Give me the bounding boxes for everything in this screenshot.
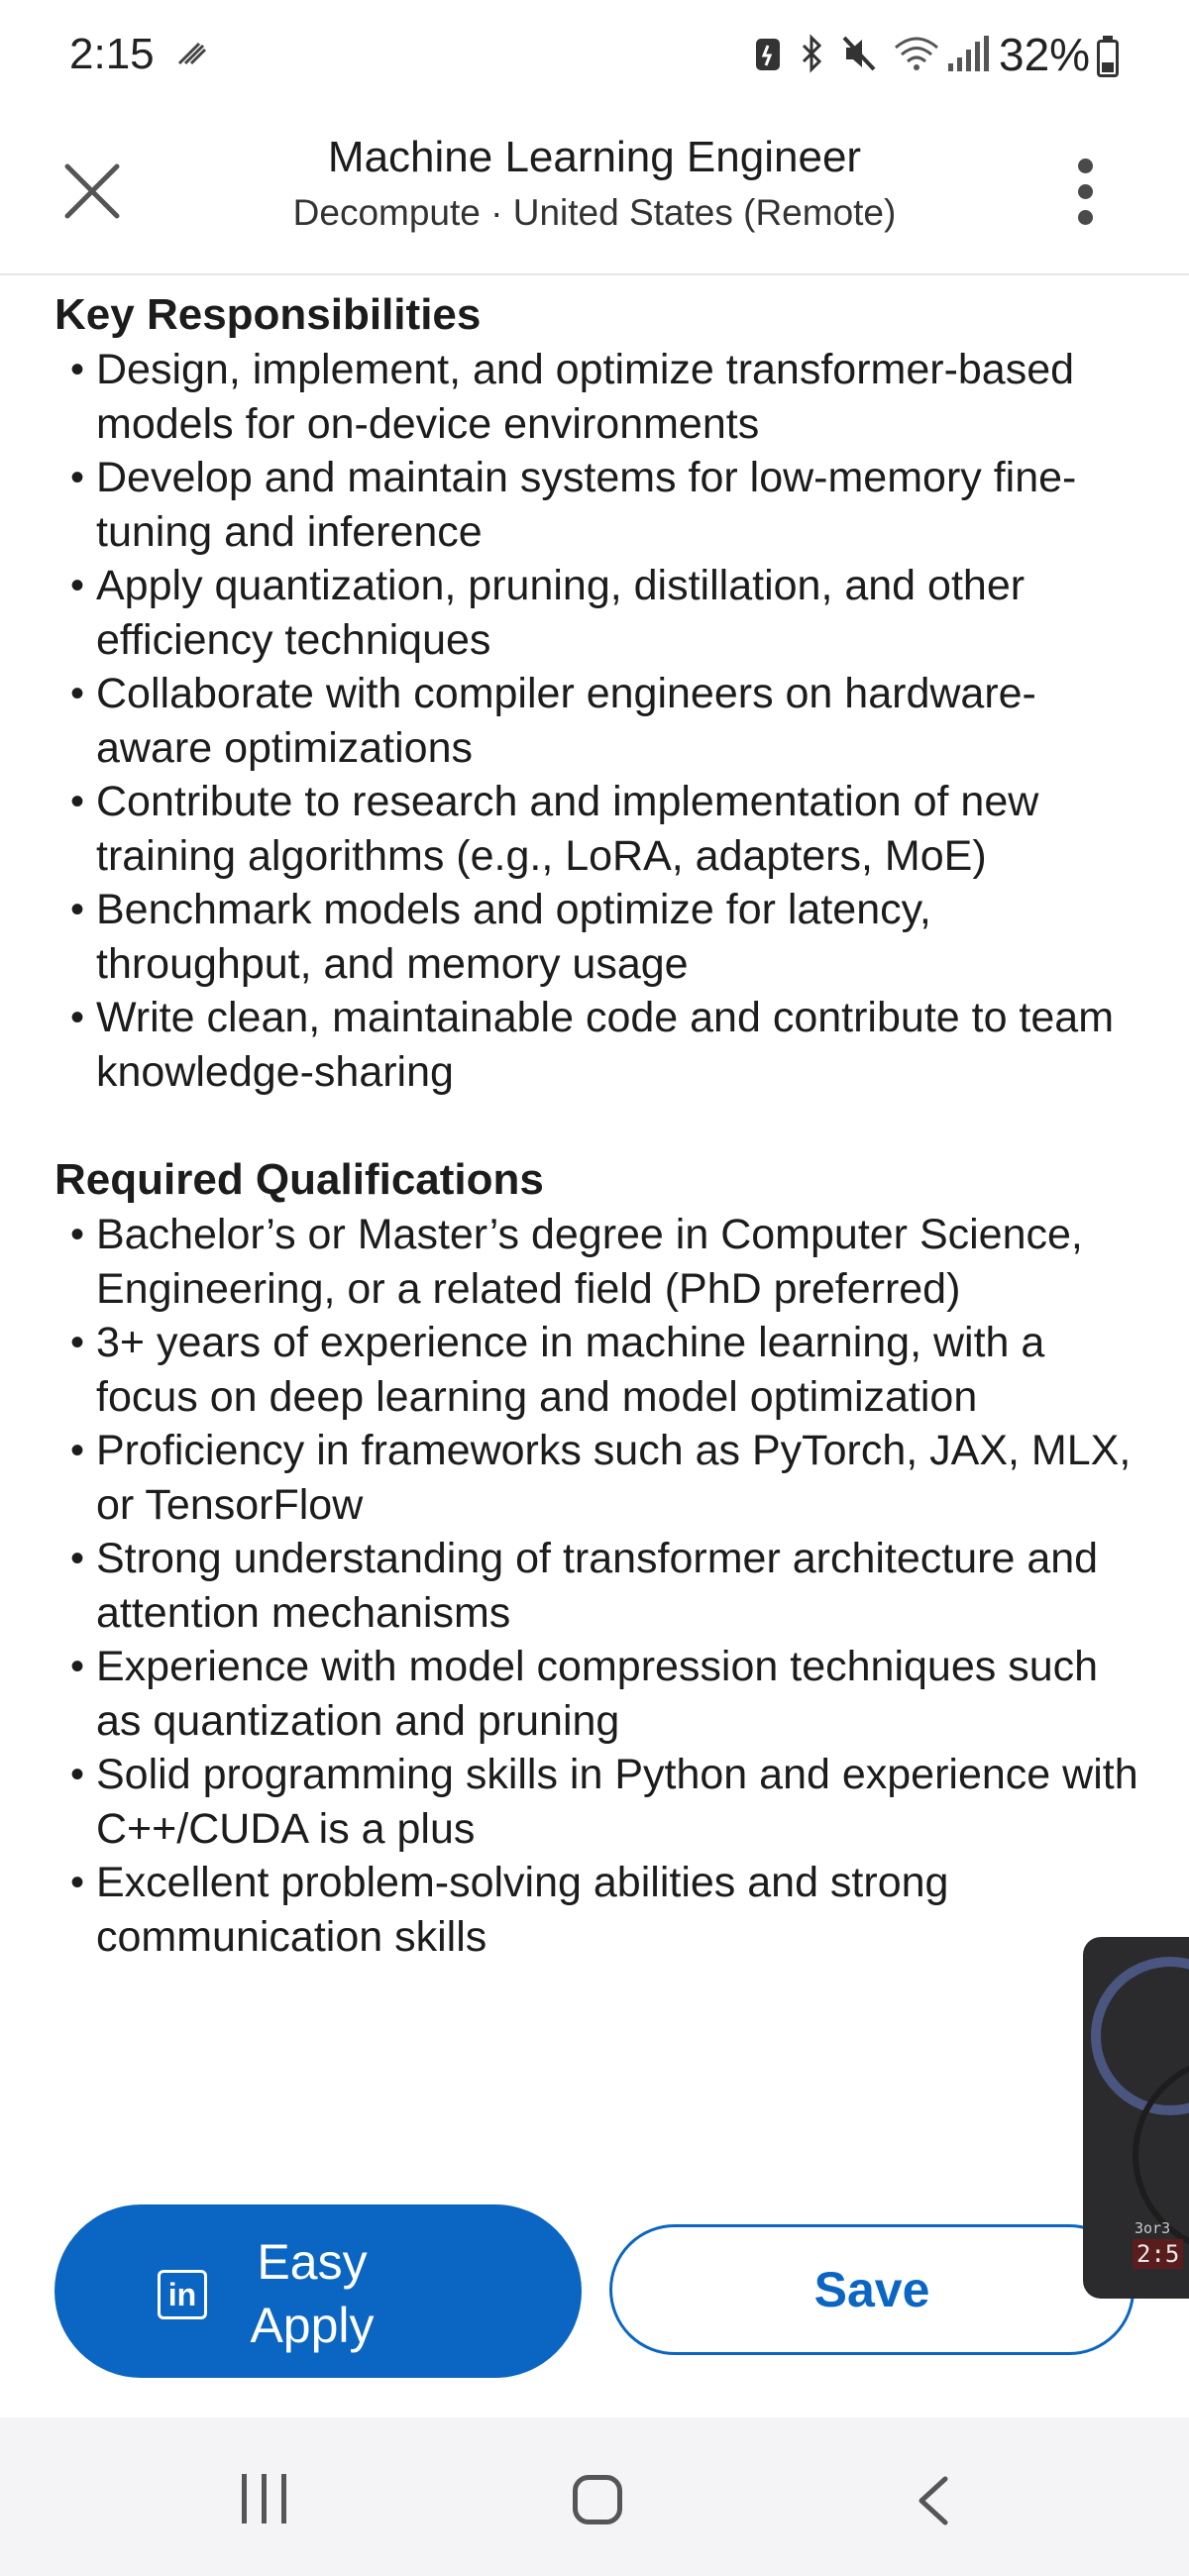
picture-in-picture-video[interactable] — [1083, 1937, 1189, 2299]
recents-icon — [242, 2474, 247, 2523]
action-bar — [0, 2165, 1189, 2417]
list-item: • Bachelor’s or Master’s degree in Computer Science, Engineering, or a related field (PhD preferred) — [54, 1208, 1144, 1316]
list-item: • Design, implement, and optimize transformer-based models for on-device environments — [54, 343, 1144, 451]
more-options-icon — [1078, 159, 1093, 173]
signal-icon — [946, 34, 990, 82]
home-button[interactable] — [573, 2475, 622, 2524]
section-heading: Key Responsibilities — [54, 290, 482, 339]
mute-icon — [840, 34, 878, 82]
recents-button[interactable] — [240, 2474, 291, 2525]
job-header — [0, 117, 1189, 275]
easy-apply-label: Easy Apply — [250, 2234, 375, 2353]
section-heading: Required Qualifications — [54, 1155, 544, 1204]
list-item: • Experience with model compression techniques such as quantization and pruning — [54, 1640, 1144, 1748]
list-item: • Apply quantization, pruning, distillation, and other efficiency techniques — [54, 559, 1144, 667]
list-item: • Proficiency in frameworks such as PyTorch, JAX, MLX, or TensorFlow — [54, 1424, 1144, 1532]
list-item: • Solid programming skills in Python and experience with C++/CUDA is a plus — [54, 1748, 1144, 1856]
battery-saver-icon — [753, 34, 783, 82]
list-item: • Benchmark models and optimize for latency, throughput, and memory usage — [54, 883, 1144, 991]
list-item: • Collaborate with compiler engineers on hardware-aware optimizations — [54, 667, 1144, 775]
status-time: 2:15 — [69, 30, 155, 78]
save-button[interactable] — [609, 2224, 1135, 2355]
job-subtitle: Decompute · United States (Remote) — [292, 192, 897, 233]
more-options-button[interactable] — [1060, 147, 1110, 236]
easy-apply-button[interactable] — [54, 2204, 582, 2378]
battery-percentage: 32% — [999, 29, 1091, 80]
pip-badge: 3or3 — [1135, 2219, 1171, 2237]
list-item: • Develop and maintain systems for low-memory fine-tuning and inference — [54, 451, 1144, 559]
responsibilities-list — [54, 343, 1144, 1099]
wifi-icon — [892, 34, 941, 82]
wifi-calling-icon — [173, 38, 209, 77]
list-item: • 3+ years of experience in machine learning, with a focus on deep learning and model optimization — [54, 1316, 1144, 1424]
list-item: • Excellent problem-solving abilities and strong communication skills — [54, 1856, 1144, 1964]
list-item: • Strong understanding of transformer architecture and attention mechanisms — [54, 1532, 1144, 1640]
back-icon — [910, 2475, 959, 2526]
list-item: • Write clean, maintainable code and contribute to team knowledge-sharing — [54, 991, 1144, 1099]
save-label: Save — [813, 2262, 930, 2317]
battery-icon — [1097, 40, 1119, 77]
linkedin-icon: in — [158, 2270, 207, 2319]
back-button[interactable] — [910, 2475, 959, 2526]
job-title: Machine Learning Engineer — [327, 133, 862, 181]
qualifications-list — [54, 1208, 1144, 1964]
bluetooth-icon — [798, 34, 827, 82]
pip-time: 2:5 — [1133, 2239, 1183, 2269]
status-bar — [0, 0, 1189, 117]
list-item: • Contribute to research and implementation of new training algorithms (e.g., LoRA, adapters, MoE) — [54, 775, 1144, 883]
system-nav-bar — [0, 2417, 1189, 2576]
job-description — [54, 287, 1144, 1964]
